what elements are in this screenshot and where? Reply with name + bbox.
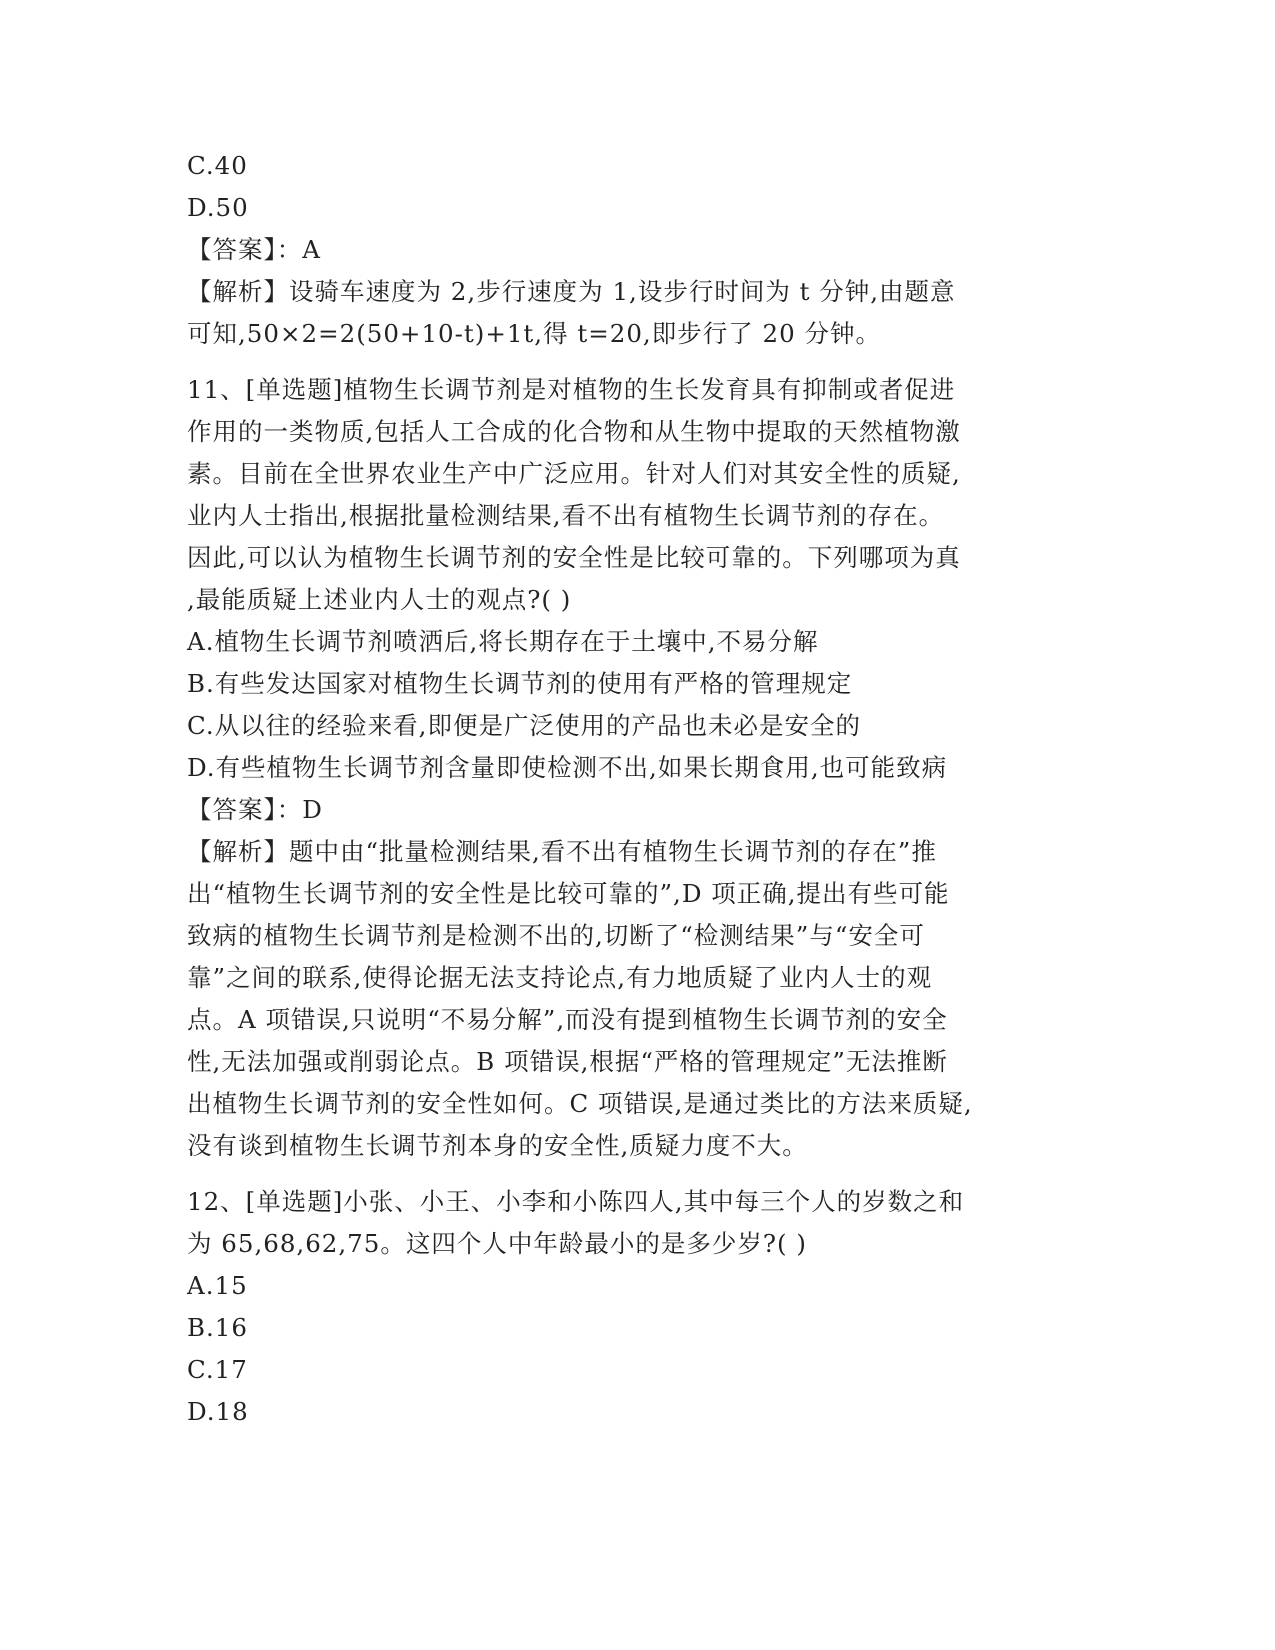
question-stem-line: 12、[单选题]小张、小王、小李和小陈四人,其中每三个人的岁数之和 bbox=[187, 1187, 965, 1216]
question-stem-line: 因此,可以认为植物生长调节剂的安全性是比较可靠的。下列哪项为真 bbox=[187, 543, 961, 572]
question-stem-line: 作用的一类物质,包括人工合成的化合物和从生物中提取的天然植物激 bbox=[187, 417, 961, 446]
analysis-line: 靠”之间的联系,使得论据无法支持论点,有力地质疑了业内人士的观 bbox=[187, 963, 933, 992]
option-c: C.40 bbox=[187, 151, 248, 180]
option-b: B.有些发达国家对植物生长调节剂的使用有严格的管理规定 bbox=[187, 669, 853, 698]
question-stem-line: 为 65,68,62,75。这四个人中年龄最小的是多少岁?( ) bbox=[187, 1229, 807, 1258]
answer: 【答案】：D bbox=[187, 795, 323, 824]
analysis-line: 点。A 项错误,只说明“不易分解”,而没有提到植物生长调节剂的安全 bbox=[187, 1005, 948, 1034]
analysis-line: 致病的植物生长调节剂是检测不出的,切断了“检测结果”与“安全可 bbox=[187, 921, 925, 950]
question-11 bbox=[187, 369, 1087, 1167]
question-12 bbox=[187, 1181, 1087, 1433]
option-d: D.50 bbox=[187, 193, 249, 222]
analysis-line: 可知,50×2=2(50+10-t)+1t,得 t=20,即步行了 20 分钟。 bbox=[187, 319, 881, 348]
option-d: D.有些植物生长调节剂含量即使检测不出,如果长期食用,也可能致病 bbox=[187, 753, 948, 782]
analysis-line: 出“植物生长调节剂的安全性是比较可靠的”,D 项正确,提出有些可能 bbox=[187, 879, 950, 908]
option-c: C.17 bbox=[187, 1355, 248, 1384]
option-a: A.植物生长调节剂喷洒后,将长期存在于土壤中,不易分解 bbox=[187, 627, 819, 656]
analysis-line: 【解析】题中由“批量检测结果,看不出有植物生长调节剂的存在”推 bbox=[187, 837, 937, 866]
analysis-line: 性,无法加强或削弱论点。B 项错误,根据“严格的管理规定”无法推断 bbox=[187, 1047, 948, 1076]
answer: 【答案】：A bbox=[187, 235, 321, 264]
option-b: B.16 bbox=[187, 1313, 248, 1342]
analysis-line: 【解析】设骑车速度为 2,步行速度为 1,设步行时间为 t 分钟,由题意 bbox=[187, 277, 956, 306]
question-stem-line: ,最能质疑上述业内人士的观点?( ) bbox=[187, 585, 572, 614]
question-stem-line: 11、[单选题]植物生长调节剂是对植物的生长发育具有抑制或者促进 bbox=[187, 375, 956, 404]
question-stem-line: 业内人士指出,根据批量检测结果,看不出有植物生长调节剂的存在。 bbox=[187, 501, 945, 530]
analysis-line: 没有谈到植物生长调节剂本身的安全性,质疑力度不大。 bbox=[187, 1131, 808, 1160]
prev-question bbox=[187, 145, 1087, 355]
option-d: D.18 bbox=[187, 1397, 249, 1426]
option-a: A.15 bbox=[187, 1271, 248, 1300]
option-c: C.从以往的经验来看,即便是广泛使用的产品也未必是安全的 bbox=[187, 711, 861, 740]
question-stem-line: 素。目前在全世界农业生产中广泛应用。针对人们对其安全性的质疑, bbox=[187, 459, 961, 488]
analysis-line: 出植物生长调节剂的安全性如何。C 项错误,是通过类比的方法来质疑, bbox=[187, 1089, 973, 1118]
page-content bbox=[187, 145, 1087, 1433]
